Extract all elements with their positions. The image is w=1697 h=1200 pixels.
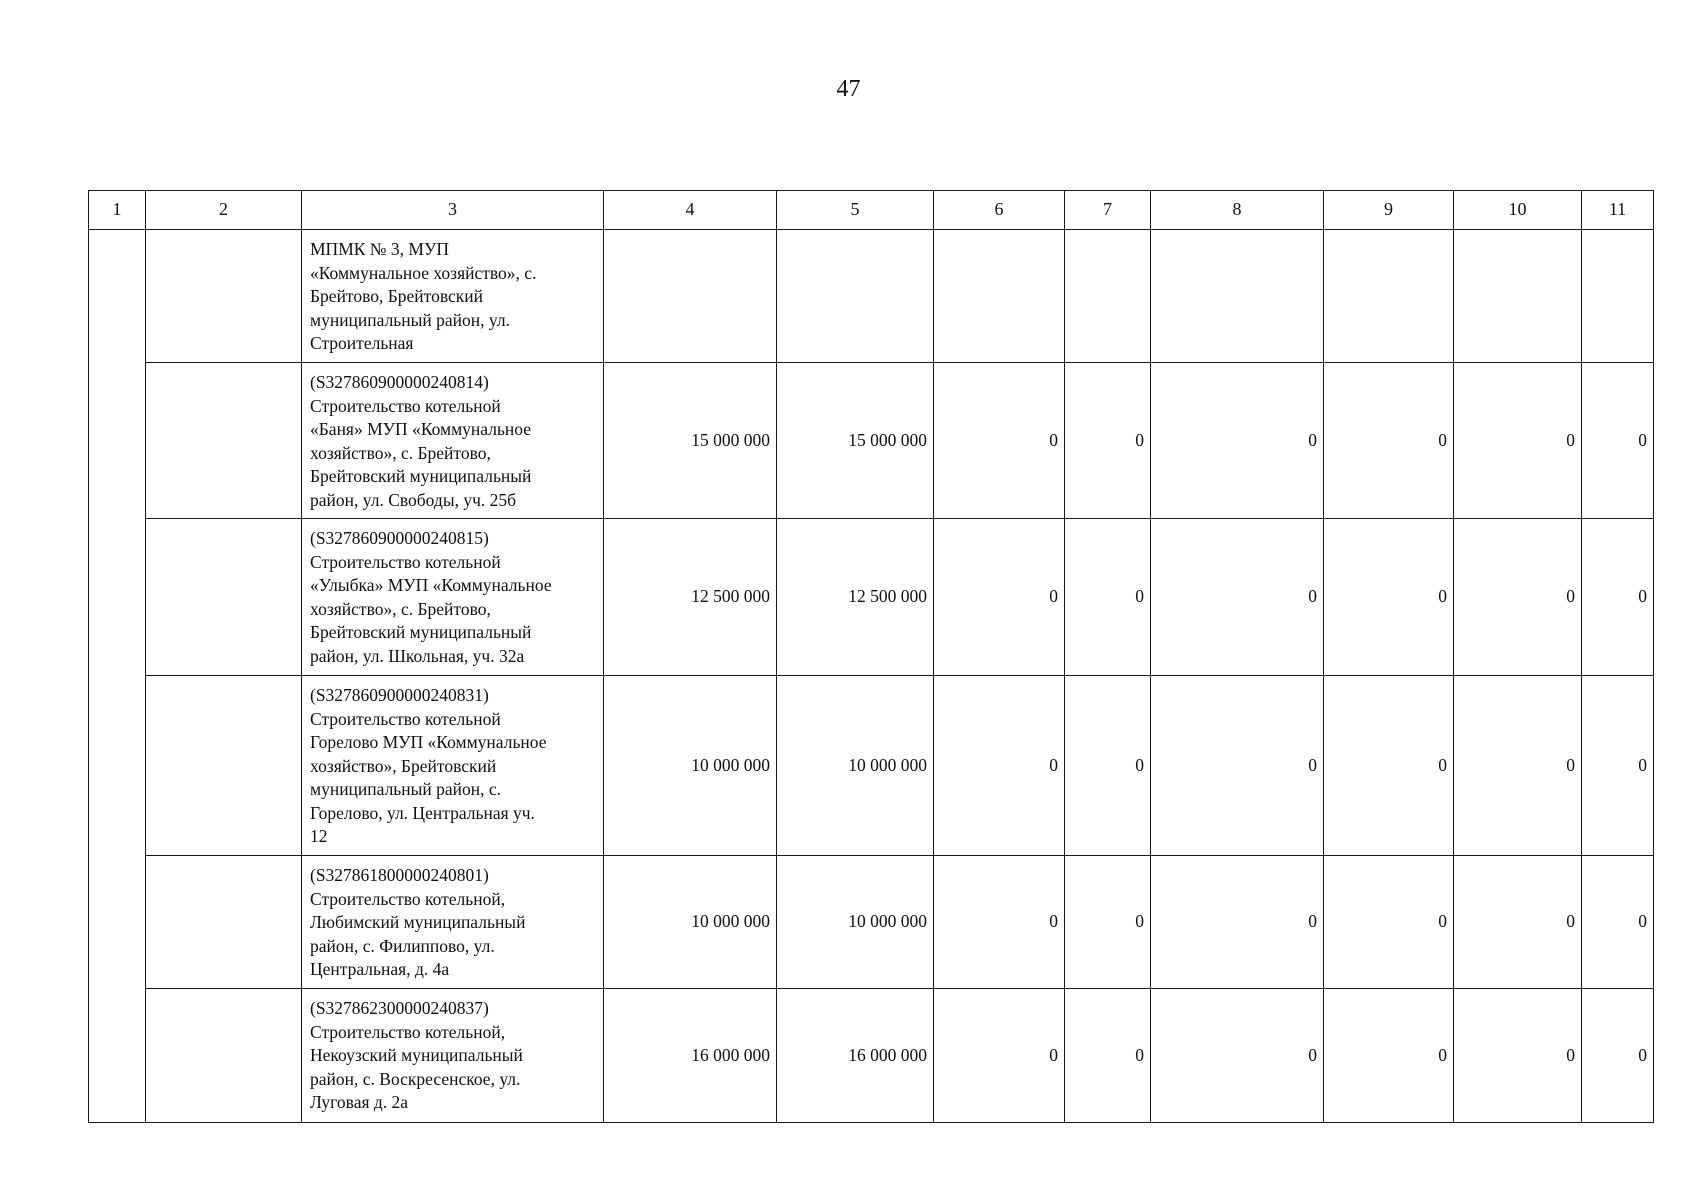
value-cell-col8: 0 (1151, 363, 1324, 519)
description-line: Строительство котельной (310, 395, 501, 416)
value-cell-col11: 0 (1582, 363, 1654, 519)
description-line: Строительство котельной (310, 708, 501, 729)
value-cell-col11: 0 (1582, 676, 1654, 856)
description-line: Строительство котельной (310, 551, 501, 572)
description-line: хозяйство», с. Брейтово, (310, 442, 491, 463)
description-cell (302, 230, 604, 363)
col2-cell (146, 856, 302, 989)
value-cell-col5: 15 000 000 (777, 363, 934, 519)
header-cell-4: 4 (604, 191, 777, 230)
value-cell-col6 (934, 230, 1065, 363)
description-line: район, ул. Свободы, уч. 25б (310, 489, 517, 510)
value-cell-col6: 0 (934, 989, 1065, 1123)
value-cell-col7 (1065, 230, 1151, 363)
value-cell-col11: 0 (1582, 989, 1654, 1123)
description-line: «Коммунальное хозяйство», с. (310, 262, 537, 283)
value-cell-col8: 0 (1151, 676, 1324, 856)
value-cell-col7: 0 (1065, 676, 1151, 856)
description-line: муниципальный район, ул. (310, 309, 510, 330)
value-cell-col9 (1324, 230, 1454, 363)
value-cell-col10: 0 (1454, 856, 1582, 989)
description-cell (302, 363, 604, 519)
value-cell-col9: 0 (1324, 363, 1454, 519)
table-row (89, 519, 1654, 676)
header-cell-3: 3 (302, 191, 604, 230)
description-line: 12 (310, 826, 328, 846)
table-row (89, 230, 1654, 363)
value-cell-col7: 0 (1065, 519, 1151, 676)
value-cell-col4 (604, 230, 777, 363)
description-line: Брейтовский муниципальный (310, 622, 532, 642)
value-cell-col11: 0 (1582, 856, 1654, 989)
value-cell-col8 (1151, 230, 1324, 363)
value-cell-col10: 0 (1454, 363, 1582, 519)
table-row (89, 676, 1654, 856)
budget-table (88, 190, 1654, 1123)
value-cell-col7: 0 (1065, 856, 1151, 989)
description-line: Строительство котельной, (310, 888, 506, 909)
value-cell-col6: 0 (934, 363, 1065, 519)
description-line: Строительная (310, 333, 414, 353)
value-cell-col5: 10 000 000 (777, 856, 934, 989)
description-line: Некоузский муниципальный (310, 1045, 523, 1065)
header-cell-5: 5 (777, 191, 934, 230)
value-cell-col10 (1454, 230, 1582, 363)
description-line: (S327860900000240814) (310, 372, 489, 392)
value-cell-col6: 0 (934, 519, 1065, 676)
header-cell-2: 2 (146, 191, 302, 230)
table-row (89, 363, 1654, 519)
table-header (89, 191, 1654, 230)
value-cell-col9: 0 (1324, 856, 1454, 989)
description-line: муниципальный район, с. (310, 779, 502, 799)
description-line: хозяйство», Брейтовский (310, 755, 497, 776)
page-number: 47 (836, 76, 861, 102)
value-cell-col6: 0 (934, 856, 1065, 989)
description-cell (302, 519, 604, 676)
value-cell-col4: 12 500 000 (604, 519, 777, 676)
value-cell-col5: 10 000 000 (777, 676, 934, 856)
description-line: Брейтово, Брейтовский (310, 286, 484, 306)
value-cell-col4: 16 000 000 (604, 989, 777, 1123)
description-line: (S327860900000240831) (310, 685, 489, 705)
description-line: Любимский муниципальный (310, 912, 526, 932)
header-cell-1: 1 (89, 191, 146, 230)
description-line: Центральная, д. 4а (310, 959, 450, 979)
description-line: район, с. Филиппово, ул. (310, 935, 495, 956)
value-cell-col5: 16 000 000 (777, 989, 934, 1123)
col2-cell (146, 519, 302, 676)
table-row (89, 856, 1654, 989)
header-cell-10: 10 (1454, 191, 1582, 230)
col1-merged-cell (89, 230, 146, 1123)
description-line: (S327862300000240837) (310, 998, 489, 1018)
description-line: МПМК № 3, МУП (310, 239, 449, 259)
description-line: «Улыбка» МУП «Коммунальное (310, 575, 552, 595)
value-cell-col10: 0 (1454, 676, 1582, 856)
description-cell (302, 989, 604, 1123)
value-cell-col9: 0 (1324, 676, 1454, 856)
col2-cell (146, 989, 302, 1123)
col2-cell (146, 230, 302, 363)
table-body (89, 230, 1654, 1123)
table-row (89, 989, 1654, 1123)
value-cell-col7: 0 (1065, 363, 1151, 519)
description-line: Луговая д. 2а (310, 1092, 409, 1112)
value-cell-col4: 10 000 000 (604, 856, 777, 989)
value-cell-col5 (777, 230, 934, 363)
description-line: хозяйство», с. Брейтово, (310, 598, 491, 619)
value-cell-col8: 0 (1151, 989, 1324, 1123)
value-cell-col9: 0 (1324, 519, 1454, 676)
header-cell-8: 8 (1151, 191, 1324, 230)
description-line: район, ул. Школьная, уч. 32а (310, 645, 525, 666)
description-cell (302, 676, 604, 856)
value-cell-col10: 0 (1454, 989, 1582, 1123)
header-cell-11: 11 (1582, 191, 1654, 230)
value-cell-col9: 0 (1324, 989, 1454, 1123)
value-cell-col4: 15 000 000 (604, 363, 777, 519)
value-cell-col4: 10 000 000 (604, 676, 777, 856)
header-cell-9: 9 (1324, 191, 1454, 230)
header-row (89, 191, 1654, 230)
col2-cell (146, 676, 302, 856)
description-line: «Баня» МУП «Коммунальное (310, 419, 532, 439)
description-line: Строительство котельной, (310, 1021, 506, 1042)
header-cell-7: 7 (1065, 191, 1151, 230)
value-cell-col11: 0 (1582, 519, 1654, 676)
value-cell-col10: 0 (1454, 519, 1582, 676)
description-line: Горелово МУП «Коммунальное (310, 732, 547, 752)
description-line: Горелово, ул. Центральная уч. (310, 802, 535, 823)
value-cell-col8: 0 (1151, 856, 1324, 989)
description-line: Брейтовский муниципальный (310, 466, 532, 486)
description-line: (S327860900000240815) (310, 528, 489, 548)
value-cell-col6: 0 (934, 676, 1065, 856)
header-cell-6: 6 (934, 191, 1065, 230)
description-line: (S327861800000240801) (310, 865, 489, 885)
value-cell-col11 (1582, 230, 1654, 363)
value-cell-col7: 0 (1065, 989, 1151, 1123)
value-cell-col5: 12 500 000 (777, 519, 934, 676)
value-cell-col8: 0 (1151, 519, 1324, 676)
description-cell (302, 856, 604, 989)
description-line: район, с. Воскресенское, ул. (310, 1068, 521, 1089)
col2-cell (146, 363, 302, 519)
